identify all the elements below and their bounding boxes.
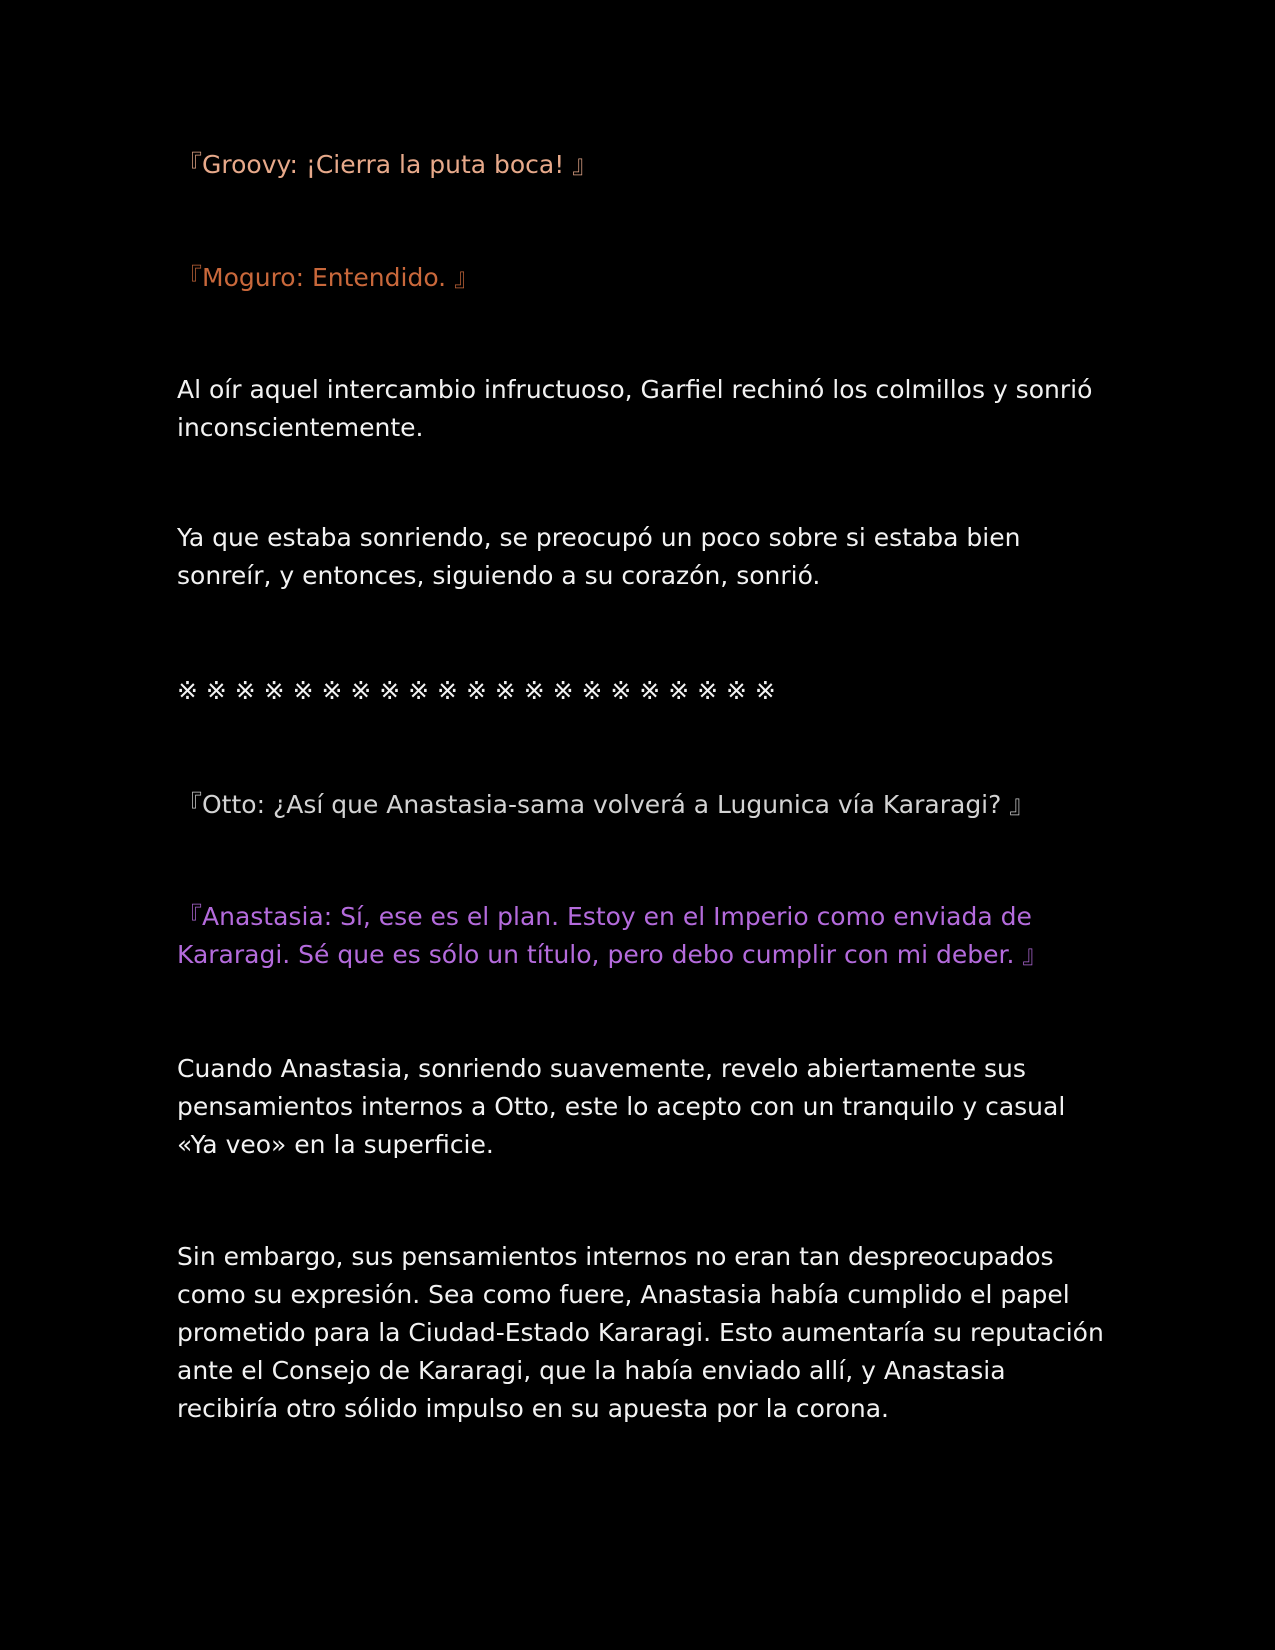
dialogue-otto: 『Otto: ¿Así que Anastasia-sama volverá a Lugunica vía Kararagi? 』 <box>177 790 1035 819</box>
narration-paragraph-1: Al oír aquel intercambio infructuoso, Garfiel rechinó los colmillos y sonrió inconscientemente. <box>177 375 1093 442</box>
dialogue-anastasia: 『Anastasia: Sí, ese es el plan. Estoy en el Imperio como enviada de Kararagi. Sé que es sólo un título, pero debo cumplir con mi deber. 』 <box>177 902 1048 969</box>
scene-separator: ※ ※ ※ ※ ※ ※ ※ ※ ※ ※ ※ ※ ※ ※ ※ ※ ※ ※ ※ ※ ※ <box>177 676 776 705</box>
dialogue-groovy: 『Groovy: ¡Cierra la puta boca! 』 <box>177 150 598 179</box>
narration-paragraph-4: Sin embargo, sus pensamientos internos no eran tan despreocupados como su expresión. Sea como fuere, Anastasia había cumplido el papel prometido para la Ciudad-Estado Kararagi. Esto aumentaría su reputación ante el Consejo de Kararagi, que la había enviado allí, y Anastasia recibiría otro sólido impulso en su apuesta por la corona. <box>177 1242 1104 1423</box>
narration-paragraph-2: Ya que estaba sonriendo, se preocupó un poco sobre si estaba bien sonreír, y entonces, siguiendo a su corazón, sonrió. <box>177 523 1021 590</box>
narration-paragraph-3: Cuando Anastasia, sonriendo suavemente, revelo abiertamente sus pensamientos internos a Otto, este lo acepto con un tranquilo y casual «Ya veo» en la superficie. <box>177 1054 1066 1159</box>
dialogue-moguro: 『Moguro: Entendido. 』 <box>177 263 480 292</box>
